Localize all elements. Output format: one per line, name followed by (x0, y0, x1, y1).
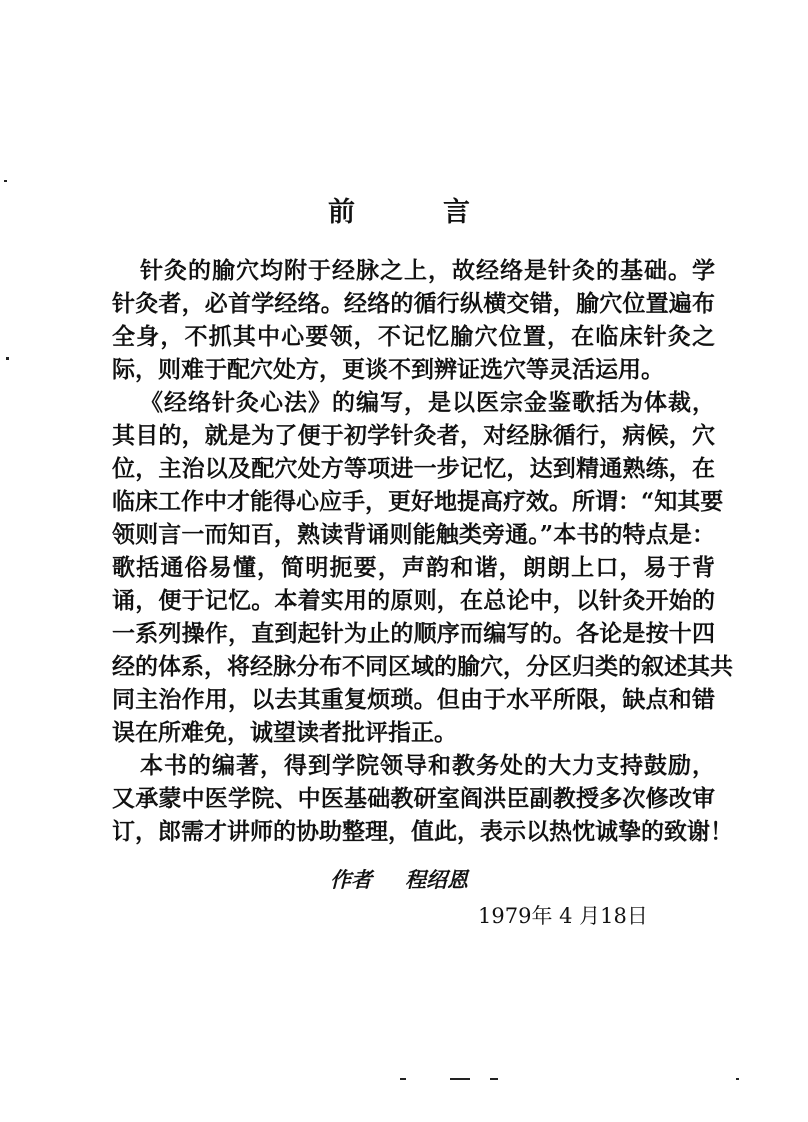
paragraph-2-line: 《经络针灸心法》的编写，是以医宗金鉴歌括为体裁， (140, 389, 715, 416)
paragraph-2-line: 歌括通俗易懂，简明扼要，声韵和谐，朗朗上口，易于背 (112, 554, 715, 581)
paragraph-2-line: 领则言一而知百，熟读背诵则能触类旁通。”本书的特点是： (112, 521, 715, 548)
paragraph-1-line: 针灸者，必首学经络。经络的循行纵横交错，腧穴位置遍布 (112, 290, 715, 317)
scan-speck (4, 180, 7, 182)
paragraph-3-line: 订，郎需才讲师的协助整理，值此，表示以热忱诚挚的致谢！ (112, 818, 733, 845)
paragraph-3-line: 又承蒙中医学院、中医基础教研室阎洪臣副教授多次修改审 (112, 785, 715, 812)
author-name: 程绍恩 (405, 867, 468, 892)
paragraph-2-line: 其目的，就是为了便于初学针灸者，对经脉循行，病候，穴 (112, 422, 715, 449)
scan-speck (6, 357, 9, 360)
paragraph-3-line: 本书的编著，得到学院领导和教务处的大力支持鼓励， (140, 752, 715, 779)
scan-speck (736, 1078, 739, 1080)
paragraph-1-line: 针灸的腧穴均附于经脉之上，故经络是针灸的基础。学 (140, 257, 715, 284)
paragraph-2-line: 误在所难免，诚望读者批评指正。 (112, 719, 457, 746)
paragraph-1-line: 全身，不抓其中心要领，不记忆腧穴位置，在临床针灸之 (112, 323, 715, 350)
scan-speck (490, 1078, 498, 1080)
scan-speck (450, 1078, 470, 1080)
paragraph-2-line: 同主治作用，以去其重复烦琐。但由于水平所限，缺点和错 (112, 686, 715, 713)
paragraph-2-line: 一系列操作，直到起针为止的顺序而编写的。各论是按十四 (112, 620, 715, 647)
author-label: 作者 (330, 867, 372, 892)
paragraph-2-line: 位，主治以及配穴处方等项进一步记忆，达到精通熟练，在 (112, 455, 715, 482)
paragraph-1-line: 际，则难于配穴处方，更谈不到辨证选穴等灵活运用。 (112, 356, 664, 383)
page-title-char-1: 前 (328, 197, 355, 228)
page-title-char-2: 言 (443, 197, 470, 228)
paragraph-2-line: 诵，便于记忆。本着实用的原则，在总论中，以针灸开始的 (112, 587, 715, 614)
date: 1979年 4 月18日 (478, 904, 648, 928)
paragraph-2-line: 临床工作中才能得心应手，更好地提高疗效。所谓：“知其要 (112, 488, 724, 515)
paragraph-2-line: 经的体系，将经脉分布不同区域的腧穴，分区归类的叙述其共 (112, 653, 733, 680)
scan-speck (400, 1078, 406, 1080)
